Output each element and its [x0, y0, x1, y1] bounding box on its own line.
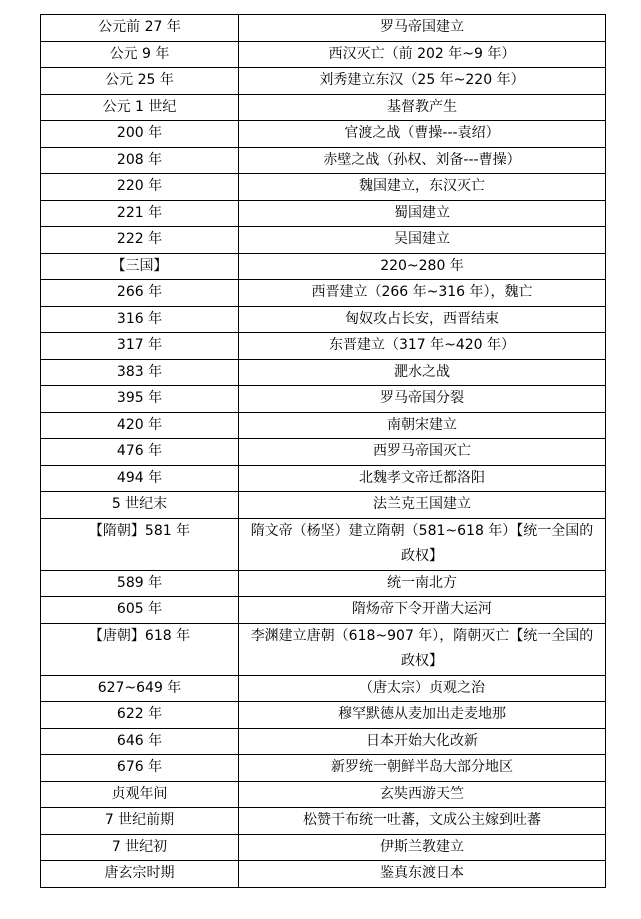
event-cell: 蜀国建立 [239, 200, 606, 227]
event-cell: 西汉灭亡（前 202 年~9 年） [239, 41, 606, 68]
table-row [41, 465, 606, 492]
table-row [41, 15, 606, 42]
event-cell: 隋炀帝下令开凿大运河 [239, 597, 606, 624]
event-cell: 松赞干布统一吐蕃，文成公主嫁到吐蕃 [239, 808, 606, 835]
table-row [41, 306, 606, 333]
table-row [41, 808, 606, 835]
table-row [41, 386, 606, 413]
date-cell: 5 世纪末 [41, 492, 239, 519]
date-cell: 7 世纪前期 [41, 808, 239, 835]
event-cell: 伊斯兰教建立 [239, 834, 606, 861]
date-cell: 383 年 [41, 359, 239, 386]
table-row [41, 121, 606, 148]
table-row [41, 227, 606, 254]
event-cell: 罗马帝国分裂 [239, 386, 606, 413]
event-cell: 李渊建立唐朝（618~907 年），隋朝灭亡【统一全国的政权】 [239, 623, 606, 675]
table-row [41, 280, 606, 307]
table-row [41, 518, 606, 570]
event-cell: 西罗马帝国灭亡 [239, 439, 606, 466]
event-cell: 吴国建立 [239, 227, 606, 254]
table-row [41, 728, 606, 755]
table-row [41, 861, 606, 888]
table-row [41, 333, 606, 360]
date-cell: 【隋朝】581 年 [41, 518, 239, 570]
date-cell: 7 世纪初 [41, 834, 239, 861]
event-cell: 220~280 年 [239, 253, 606, 280]
date-cell: 266 年 [41, 280, 239, 307]
table-row [41, 412, 606, 439]
date-cell: 唐玄宗时期 [41, 861, 239, 888]
date-cell: 646 年 [41, 728, 239, 755]
event-cell: 北魏孝文帝迁都洛阳 [239, 465, 606, 492]
date-cell: 公元前 27 年 [41, 15, 239, 42]
date-cell: 395 年 [41, 386, 239, 413]
table-row [41, 68, 606, 95]
event-cell: 玄奘西游天竺 [239, 781, 606, 808]
table-row [41, 200, 606, 227]
event-cell: 穆罕默德从麦加出走麦地那 [239, 702, 606, 729]
table-row [41, 834, 606, 861]
event-cell: 隋文帝（杨坚）建立隋朝（581~618 年）【统一全国的政权】 [239, 518, 606, 570]
event-cell: 刘秀建立东汉（25 年~220 年） [239, 68, 606, 95]
timeline-table [40, 14, 606, 888]
date-cell: 676 年 [41, 755, 239, 782]
date-cell: 贞观年间 [41, 781, 239, 808]
event-cell: 新罗统一朝鲜半岛大部分地区 [239, 755, 606, 782]
date-cell: 222 年 [41, 227, 239, 254]
event-cell: 匈奴攻占长安，西晋结束 [239, 306, 606, 333]
table-row [41, 253, 606, 280]
table-row [41, 359, 606, 386]
table-row [41, 41, 606, 68]
event-cell: 赤壁之战（孙权、刘备---曹操） [239, 147, 606, 174]
date-cell: 605 年 [41, 597, 239, 624]
event-cell: （唐太宗）贞观之治 [239, 675, 606, 702]
date-cell: 200 年 [41, 121, 239, 148]
event-cell: 南朝宋建立 [239, 412, 606, 439]
table-row [41, 439, 606, 466]
date-cell: 公元 9 年 [41, 41, 239, 68]
table-row [41, 174, 606, 201]
table-row [41, 597, 606, 624]
table-row [41, 492, 606, 519]
date-cell: 627~649 年 [41, 675, 239, 702]
date-cell: 221 年 [41, 200, 239, 227]
table-row [41, 570, 606, 597]
timeline-body [41, 15, 606, 888]
date-cell: 【三国】 [41, 253, 239, 280]
table-row [41, 623, 606, 675]
event-cell: 基督教产生 [239, 94, 606, 121]
date-cell: 589 年 [41, 570, 239, 597]
event-cell: 西晋建立（266 年~316 年），魏亡 [239, 280, 606, 307]
event-cell: 罗马帝国建立 [239, 15, 606, 42]
table-row [41, 781, 606, 808]
event-cell: 魏国建立，东汉灭亡 [239, 174, 606, 201]
event-cell: 法兰克王国建立 [239, 492, 606, 519]
date-cell: 316 年 [41, 306, 239, 333]
event-cell: 官渡之战（曹操---袁绍） [239, 121, 606, 148]
date-cell: 公元 25 年 [41, 68, 239, 95]
table-row [41, 675, 606, 702]
event-cell: 统一南北方 [239, 570, 606, 597]
date-cell: 622 年 [41, 702, 239, 729]
table-row [41, 94, 606, 121]
table-row [41, 147, 606, 174]
date-cell: 494 年 [41, 465, 239, 492]
date-cell: 317 年 [41, 333, 239, 360]
date-cell: 公元 1 世纪 [41, 94, 239, 121]
event-cell: 东晋建立（317 年~420 年） [239, 333, 606, 360]
date-cell: 208 年 [41, 147, 239, 174]
event-cell: 鉴真东渡日本 [239, 861, 606, 888]
table-row [41, 702, 606, 729]
date-cell: 【唐朝】618 年 [41, 623, 239, 675]
event-cell: 淝水之战 [239, 359, 606, 386]
date-cell: 476 年 [41, 439, 239, 466]
event-cell: 日本开始大化改新 [239, 728, 606, 755]
date-cell: 220 年 [41, 174, 239, 201]
date-cell: 420 年 [41, 412, 239, 439]
table-row [41, 755, 606, 782]
